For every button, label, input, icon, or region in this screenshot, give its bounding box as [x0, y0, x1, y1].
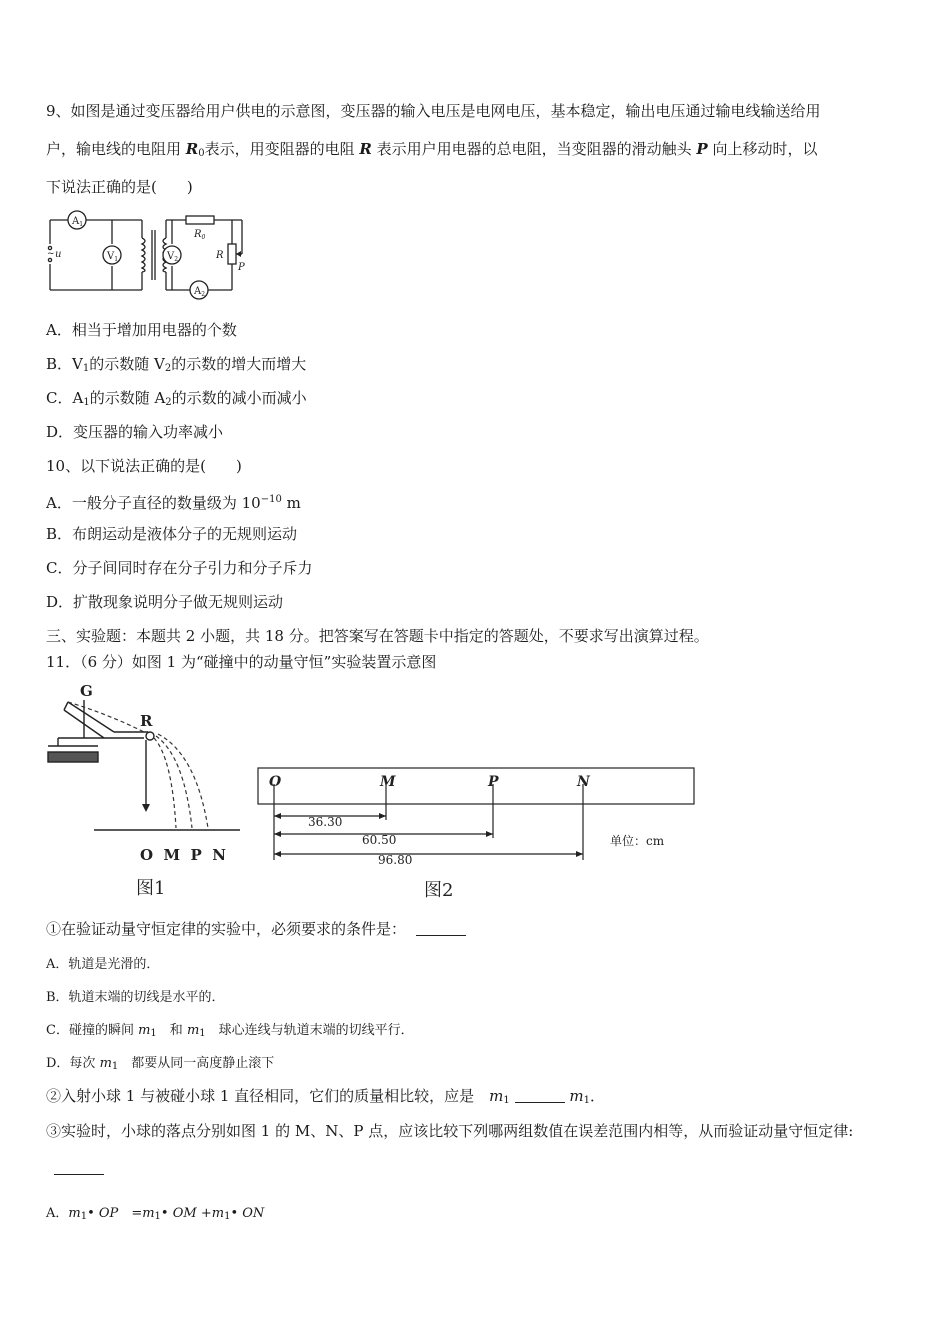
a2-label: $A_2$	[194, 286, 206, 298]
q10-option-d: D．扩散现象说明分子做无规则运动	[46, 593, 284, 611]
p-label: P	[238, 262, 245, 273]
v1-label: $V_1$	[107, 251, 119, 263]
q9-stem-line2: 户，输电线的电阻用 $R_0$表示，用变阻器的电阻 R 表示用户用电器的总电阻，当变阻器的滑动触头 P 向上移动时，以	[46, 140, 818, 159]
fig1-label-r: R	[140, 712, 153, 730]
q10-stem: 10、以下说法正确的是( )	[46, 457, 242, 475]
q11-option-a: A．轨道是光滑的．	[46, 957, 160, 972]
answer-blank-1[interactable]	[416, 921, 466, 936]
q11-answer-a: A．$m_1•$ OP $=m_1•$ OM $+m_1•$ ON	[46, 1206, 265, 1222]
fig1-points-omnp: O M P N	[140, 846, 226, 864]
r-label: R	[216, 250, 224, 261]
q11-part-2: ②入射小球 1 与被碰小球 1 直径相同，它们的质量相比较，应是 $m_1$ $m_1$．	[46, 1087, 605, 1106]
q11-stem: 11．（6 分）如图 1 为“碰撞中的动量守恒”实验装置示意图	[46, 653, 437, 671]
fig2-unit: 单位：cm	[610, 834, 665, 848]
figure-2-landing-points	[252, 760, 702, 902]
fig1-label-g: G	[80, 682, 93, 700]
section-3-heading: 三、实验题：本题共 2 小题，共 18 分。把答案写在答题卡中指定的答题处，不要求写出演算过程。	[46, 627, 709, 645]
q10-option-a: A．一般分子直径的数量级为 $10^{-10}$ m	[46, 494, 301, 512]
q10-option-b: B．布朗运动是液体分子的无规则运动	[46, 525, 298, 543]
fig2-distance-on: 96.80	[378, 853, 413, 867]
fig2-caption: 图2	[424, 880, 454, 901]
fig2-label-n: N	[577, 774, 590, 790]
fig2-distance-op: 60.50	[362, 833, 397, 847]
a1-label: $A_1$	[72, 216, 84, 228]
q11-part-3-blank-line	[54, 1158, 104, 1178]
answer-blank-3[interactable]	[54, 1160, 104, 1175]
q9-option-d: D．变压器的输入功率减小	[46, 423, 224, 441]
fig2-label-m: M	[380, 774, 396, 790]
q11-option-c: C．碰撞的瞬间 $m_1$ 和 $m_1$ 球心连线与轨道末端的切线平行．	[46, 1023, 414, 1039]
q11-part-3: ③实验时，小球的落点分别如图 1 的 M、N、P 点，应该比较下列哪两组数值在误差范围内相等，从而验证动量守恒定律:	[46, 1122, 854, 1140]
fig2-distance-om: 36.30	[308, 815, 343, 829]
figure-1-apparatus	[44, 680, 244, 900]
q9-option-c: C．$A_1$的示数随 $A_2$的示数的减小而减小	[46, 389, 307, 408]
q9-stem-line1: 9、如图是通过变压器给用户供电的示意图，变压器的输入电压是电网电压，基本稳定，输出电压通过输电线输送给用	[46, 102, 821, 120]
q9-option-a: A．相当于增加用电器的个数	[46, 321, 237, 339]
r0-label: $R_0$	[194, 229, 206, 241]
q9-stem-line3: 下说法正确的是( )	[46, 178, 193, 196]
fig2-label-o: O	[269, 774, 282, 790]
q9-option-b: B．$V_1$的示数随 $V_2$的示数的增大而增大	[46, 355, 307, 374]
q11-part-1: ①在验证动量守恒定律的实验中，必须要求的条件是：	[46, 919, 466, 939]
fig2-label-p: P	[488, 774, 499, 790]
answer-blank-2[interactable]	[515, 1088, 565, 1103]
q10-option-c: C．分子间同时存在分子引力和分子斥力	[46, 559, 313, 577]
fig1-caption: 图1	[136, 878, 166, 899]
transformer-circuit-diagram	[44, 208, 254, 300]
q11-option-b: B．轨道末端的切线是水平的．	[46, 990, 225, 1005]
svg-text:~: ~	[47, 249, 55, 259]
v2-label: $V_2$	[167, 251, 179, 263]
q11-option-d: D．每次 $m_1$ 都要从同一高度静止滚下	[46, 1056, 275, 1072]
u-label: u	[55, 249, 62, 260]
